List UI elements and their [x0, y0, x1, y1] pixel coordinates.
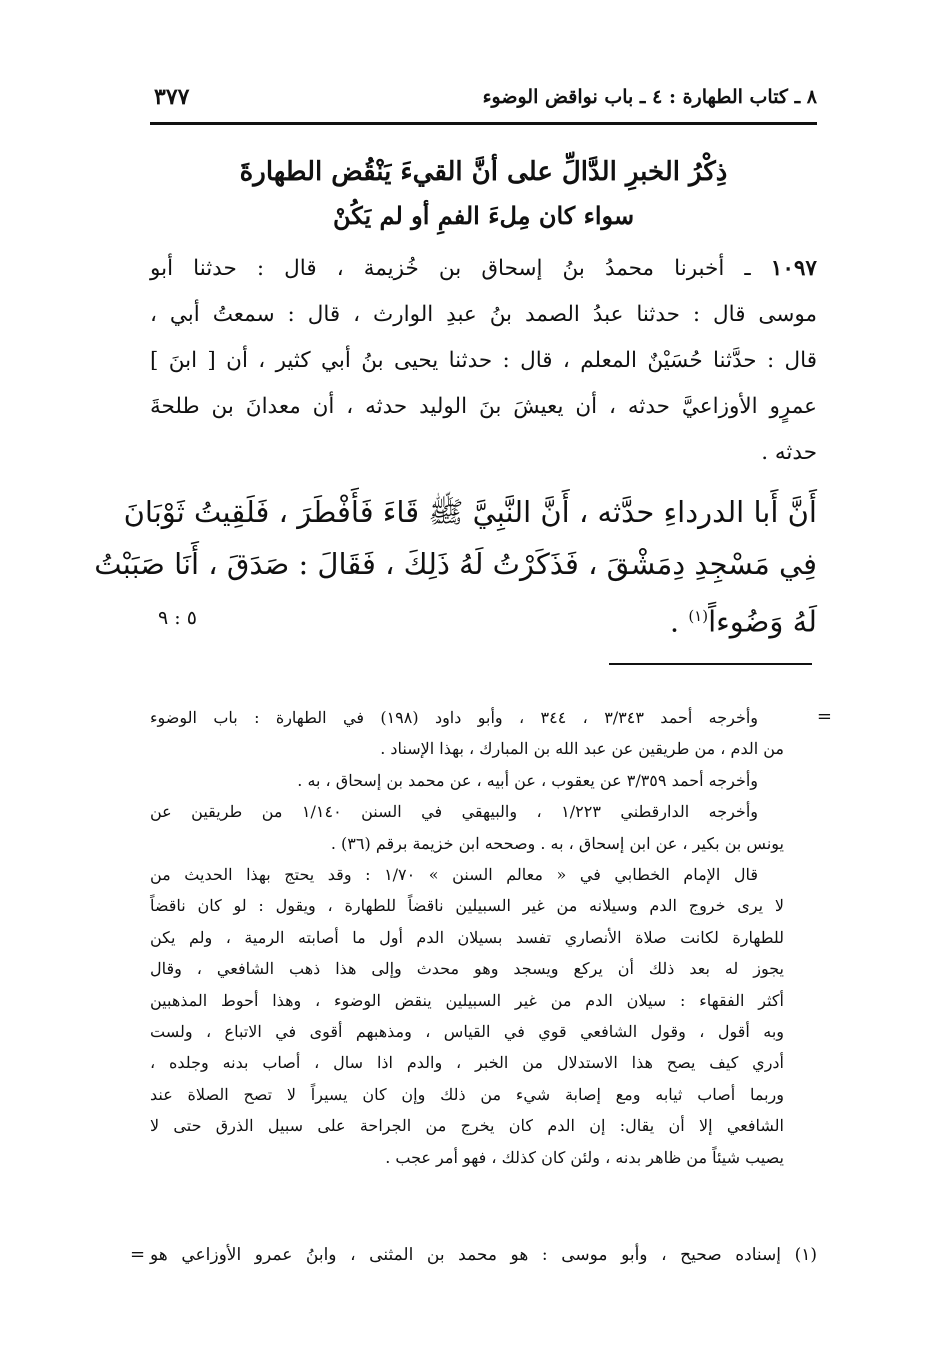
- footnote-line: وأخرجه أحمد ٣/٣٤٣ ، ٣٤٤ ، وأبو داود (١٩٨) في الطهارة : باب الوضوء: [150, 708, 759, 727]
- section-heading: [150, 150, 817, 238]
- footnote-line: من الدم ، من طريقين عن عبد الله بن المبارك ، بهذا الإسناد .: [380, 739, 784, 759]
- matn-line: فِي مَسْجِدِ دِمَشْقَ ، فَذَكَرْتُ لَهُ ذَلِكَ ، فَقَالَ : صَدَقَ ، أَنَا صَبَبْتُ: [94, 547, 817, 581]
- footnote-1: (١) إسناده صحيح ، وأبو موسى : هو محمد بن المثنى ، وابنُ عمرو الأوزاعي هو: [150, 1245, 817, 1265]
- footnote-marker[interactable]: (١): [688, 607, 709, 625]
- page-number: ٣٧٧: [154, 84, 190, 110]
- footnote-line: قال الإمام الخطابي في « معالم السنن » ١/٧٠ : وقد يحتج بهذا الحديث من: [150, 865, 759, 885]
- hadith-matn: [94, 486, 817, 648]
- isnad-line: قال : حدَّثنا حُسَيْنٌ المعلم ، قال : حدثنا يحيى بنُ أبي كثير ، أن [ ابنَ ]: [150, 348, 817, 373]
- footnote-line: وأخرجه الدارقطني ١/٢٢٣ ، والبيهقي في السنن ١/١٤٠ من طريقين عن: [150, 802, 758, 822]
- continuation-mark-end: =: [130, 1244, 146, 1265]
- footnote-line: وأخرجه أحمد ٣/٣٥٩ عن يعقوب ، عن أبيه ، عن محمد بن إسحاق ، به .: [297, 770, 758, 790]
- hadith-number: ١٠٩٧: [770, 256, 817, 281]
- isnad-line: حدثه .: [761, 440, 817, 465]
- continuation-mark: =: [816, 706, 832, 727]
- footnote-line: الشافعي إلا أن يقال: إن الدم كان يخرج من الجراحة على سبيل الذرق حتى لا: [150, 1116, 784, 1136]
- hadith-isnad: [150, 246, 817, 476]
- matn-line: أَنَّ أَبا الدرداءِ حدَّثه ، أَنَّ النَّبِيَّ ﷺ قَاءَ فَأَفْطَرَ ، فَلَقِيتُ ثَوْبَانَ: [123, 495, 817, 529]
- matn-line: لَهُ وَضُوءاً$^{(١)}$ . ٥ : ٩: [150, 590, 817, 648]
- footnote-line: يجوز له بعد ذلك أن يركع ويسجد وهو محدث وإلى هذا ذهب الشافعي ، وقال: [150, 959, 784, 979]
- footnote-line: أكثر الفقهاء : سيلان الدم من غير السبيلين ينقض الوضوء ، وهذا أحوط المذهبين: [150, 990, 784, 1010]
- chapter-title: ٨ ـ كتاب الطهارة : ٤ ـ باب نواقض الوضوء: [482, 86, 817, 108]
- footnote-line: لا يرى خروج الدم وسيلانه من غير السبيلين ناقضاً للطهارة ، ويقول : لو كان ناقضاً: [150, 896, 784, 916]
- footnotes-block: [150, 702, 784, 1173]
- header-divider: [150, 122, 817, 125]
- heading-line-1: ذِكْرُ الخبرِ الدَّالِّ على أنَّ القيءَ يَنْقُض الطهارةَ: [239, 157, 728, 187]
- footnote-line: وبه أقول ، وقول الشافعي قوي في القياس ، ومذهبهم أقوى في الاتباع ، ولست: [150, 1022, 784, 1042]
- volume-reference: ٥ : ٩: [158, 607, 197, 629]
- footnote-line: وربما أصاب ثيابه ومع إصابة شيء من ذلك وإن كان يسيراً لا تصح الصلاة عند: [150, 1084, 784, 1104]
- footnote-line: يونس بن بكير ، عن ابن إسحاق ، به . وصححه ابن خزيمة برقم (٣٦) .: [330, 833, 784, 853]
- footnote-line: للطهارة لكانت صلاة الأنصاري تفسد بسيلان الدم أول ما أصابته الرمية ، ولم يكن: [150, 927, 784, 947]
- isnad-line: ١٠٩٧ ـ أخبرنا محمدُ بنُ إسحاق بن خُزيمة ، قال : حدثنا أبو: [150, 256, 817, 281]
- footnote-line: يصيب شيئاً من ظاهر بدنه ، ولئن كان كذلك ، فهو أمر عجب .: [385, 1147, 784, 1167]
- running-header: [150, 78, 817, 120]
- footnote-line: أدري كيف يصح هذا الاستدلال من الخبر ، والدم اذا سال ، أصاب بدنه وجلده ،: [150, 1053, 785, 1073]
- footnote-divider: [609, 663, 812, 665]
- isnad-line: موسى قال : حدثنا عبدُ الصمد بنُ عبدِ الوارث ، قال : سمعتُ أبي ،: [150, 302, 817, 327]
- isnad-line: عمرٍو الأوزاعيَّ حدثه ، أن يعيشَ بنَ الوليد حدثه ، أن معدانَ بن طلحةَ: [150, 394, 817, 419]
- heading-line-2: سواء كان مِلءَ الفمِ أو لم يَكُنْ: [332, 201, 635, 230]
